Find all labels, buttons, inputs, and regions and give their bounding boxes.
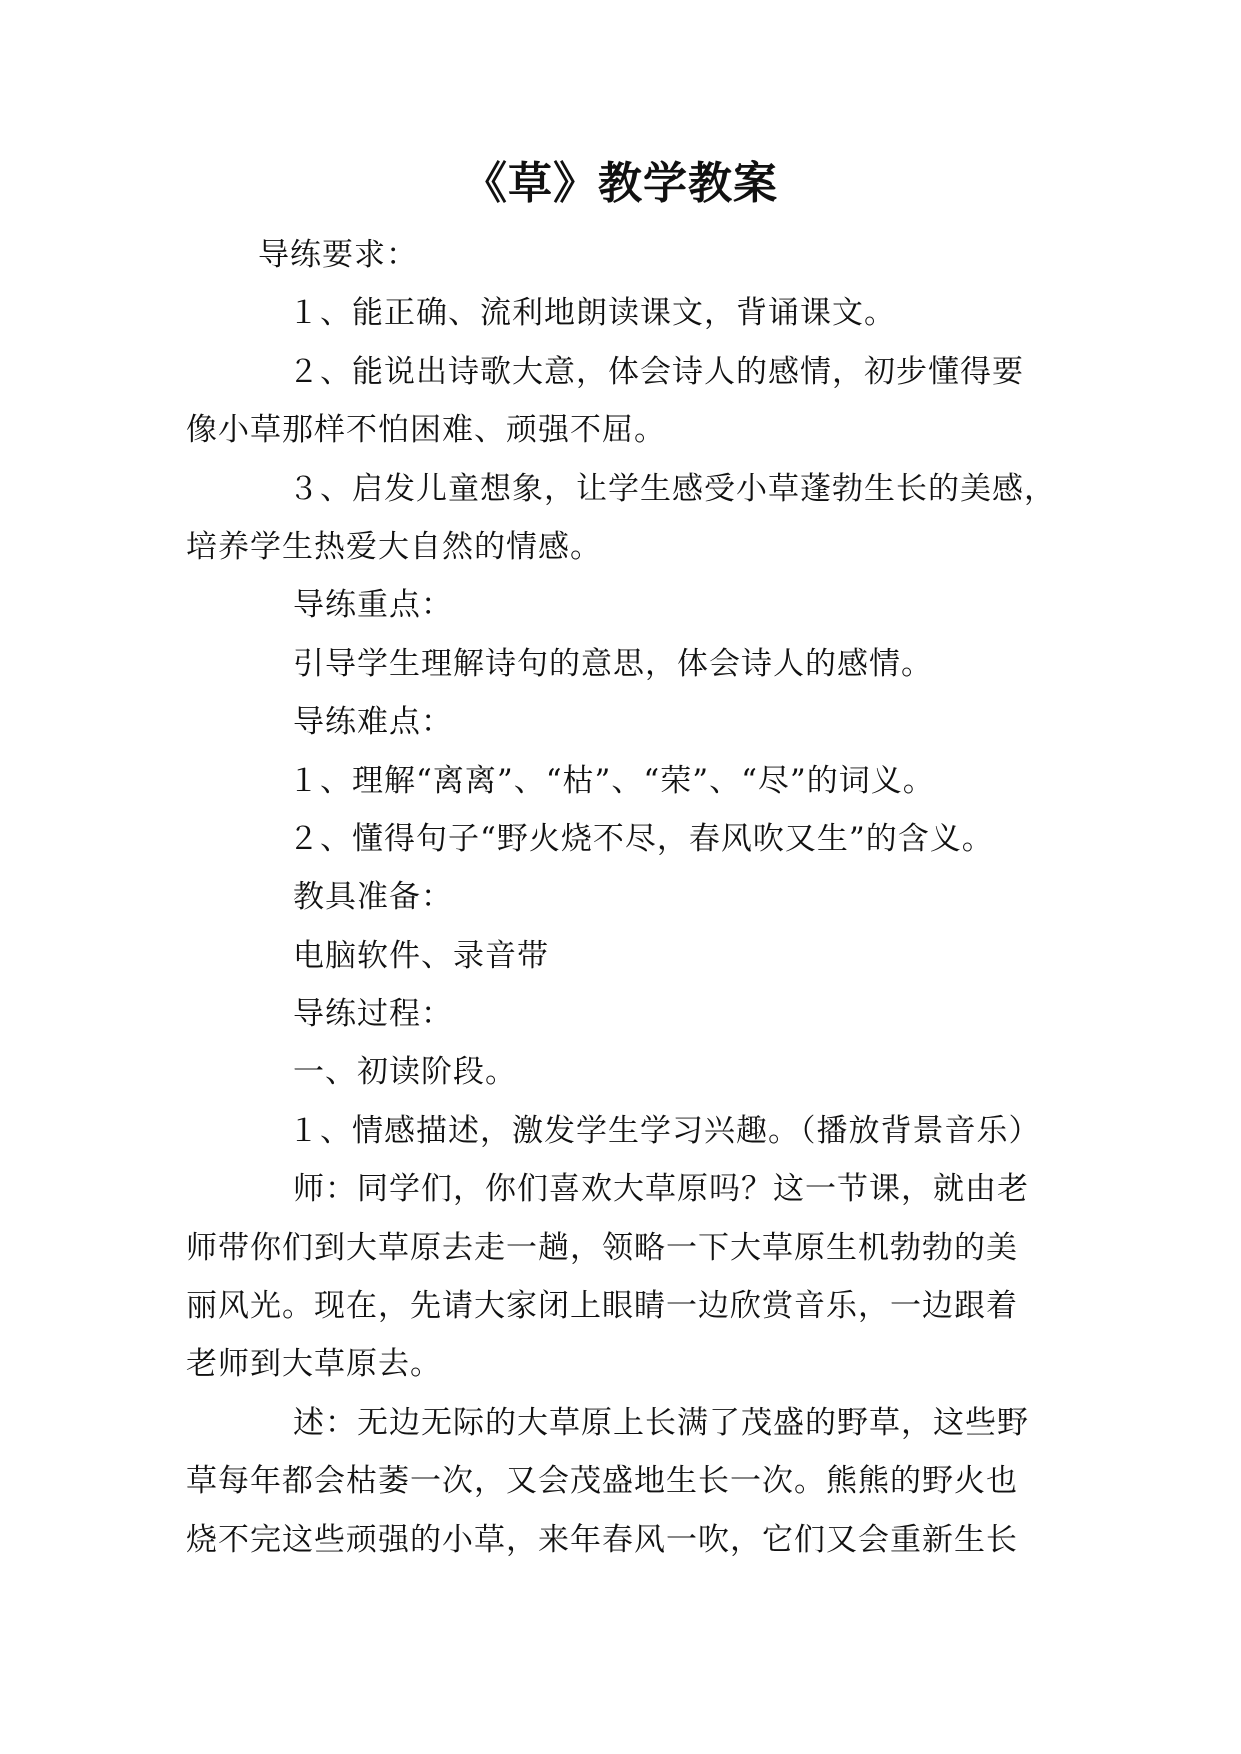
section-heading: 导练过程：: [293, 996, 453, 1033]
section-heading: 教具准备：: [293, 879, 453, 916]
paragraph-line: 老师到大草原去。: [186, 1346, 442, 1383]
paragraph-line: １、能正确、流利地朗读课文，背诵课文。: [288, 295, 896, 332]
paragraph-line: 培养学生热爱大自然的情感。: [186, 528, 602, 565]
paragraph-line: 引导学生理解诗句的意思，体会诗人的感情。: [293, 645, 933, 682]
section-heading: 导练难点：: [293, 704, 453, 741]
paragraph-line: ２、能说出诗歌大意，体会诗人的感情，初步懂得要: [288, 353, 1024, 390]
paragraph-line: 草每年都会枯萎一次，又会茂盛地生长一次。熊熊的野火也: [186, 1463, 1018, 1500]
paragraph-line: 电脑软件、录音带: [293, 937, 549, 974]
section-heading: 导练要求：: [258, 237, 418, 273]
paragraph-line: １、情感描述，激发学生学习兴趣。（播放背景音乐）: [288, 1112, 1041, 1149]
paragraph-line: 师：同学们，你们喜欢大草原吗？这一节课，就由老: [293, 1171, 1029, 1208]
paragraph-line: ２、懂得句子“野火烧不尽，春风吹又生”的含义。: [288, 820, 994, 857]
paragraph-line: 一、初读阶段。: [293, 1054, 517, 1091]
section-heading: 导练重点：: [293, 587, 453, 624]
paragraph-line: 述：无边无际的大草原上长满了茂盛的野草，这些野: [293, 1404, 1029, 1441]
paragraph-line: 烧不完这些顽强的小草，来年春风一吹，它们又会重新生长: [186, 1521, 1018, 1558]
paragraph-line: 师带你们到大草原去走一趟，领略一下大草原生机勃勃的美: [186, 1229, 1018, 1266]
paragraph-line: ３、启发儿童想象，让学生感受小草蓬勃生长的美感，: [288, 470, 1056, 507]
document-body: [186, 226, 1056, 1569]
paragraph-line: 丽风光。现在，先请大家闭上眼睛一边欣赏音乐，一边跟着: [186, 1288, 1018, 1325]
paragraph-line: １、理解“离离”、“枯”、“荣”、“尽”的词义。: [288, 762, 935, 799]
paragraph-line: 像小草那样不怕困难、顽强不屈。: [186, 412, 666, 449]
document-title: 《草》教学教案: [463, 158, 778, 209]
